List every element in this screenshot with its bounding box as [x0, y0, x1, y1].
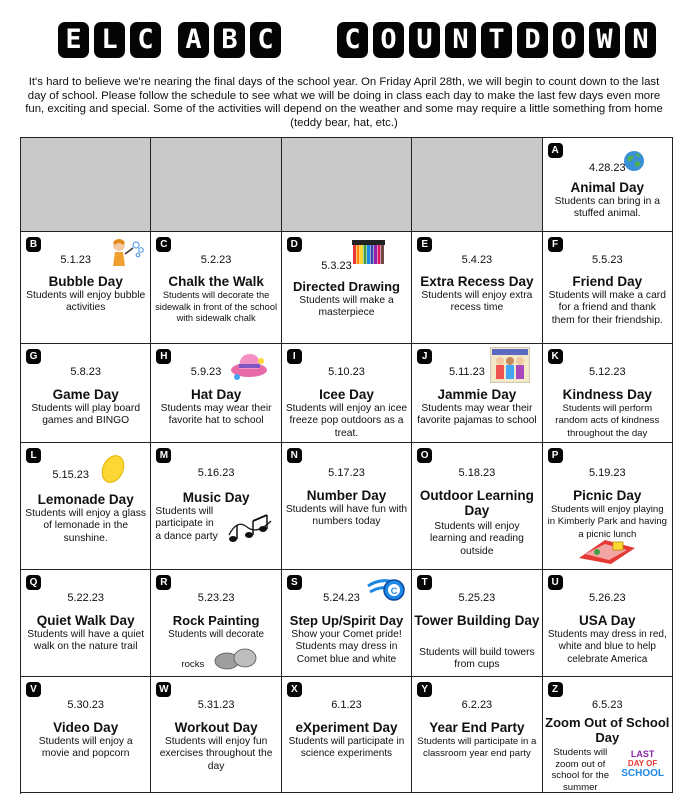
day-desc: Students will have fun with numbers today	[285, 504, 408, 528]
day-cell-b	[21, 232, 151, 344]
day-date: 5.24.23	[323, 592, 360, 604]
day-letter: U	[548, 575, 563, 590]
day-name: Animal Day	[570, 180, 645, 195]
last-day-of-school-icon: LAST DAY OF SCHOOL	[621, 749, 664, 779]
title-letter: N	[625, 22, 656, 58]
day-name: eXperiment Day	[295, 720, 398, 735]
day-cell-p	[543, 443, 673, 570]
day-desc: Students will make a masterpiece	[299, 295, 394, 319]
day-letter: A	[548, 143, 563, 158]
day-desc: Students will zoom out of school for the summer	[551, 747, 610, 793]
blank-cell	[151, 138, 281, 232]
day-name: Jammie Day	[437, 387, 517, 402]
title-letter: C	[337, 22, 368, 58]
day-name: USA Day	[579, 613, 636, 628]
day-date: 5.15.23	[52, 469, 90, 481]
day-date: 5.23.23	[197, 592, 235, 604]
day-date: 5.17.23	[328, 467, 365, 479]
day-letter: C	[156, 237, 171, 252]
day-name: Quiet Walk Day	[36, 613, 135, 628]
day-date: 5.3.23	[321, 260, 352, 272]
day-cell-f	[543, 232, 673, 344]
title-letter: T	[481, 22, 512, 58]
title-letter: O	[373, 22, 404, 58]
day-name: Lemonade Day	[37, 492, 134, 507]
svg-text:C: C	[390, 586, 398, 596]
day-name: Picnic Day	[573, 488, 642, 503]
day-cell-e	[412, 232, 542, 344]
title-letter: C	[130, 22, 161, 58]
day-desc: Students will participate in a classroom year end party	[417, 736, 537, 760]
pajama-kids-icon	[490, 347, 530, 383]
day-date: 5.30.23	[67, 699, 105, 711]
title-letter: E	[58, 22, 89, 58]
day-letter: D	[287, 237, 302, 252]
day-cell-w	[151, 677, 281, 793]
day-letter: Y	[417, 682, 432, 697]
day-name: Friend Day	[572, 274, 643, 289]
day-letter: N	[287, 448, 302, 463]
day-letter: P	[548, 448, 563, 463]
day-cell-g	[21, 344, 151, 443]
day-name: Video Day	[53, 720, 119, 735]
day-desc-extra: rocks	[181, 659, 205, 670]
day-name: Bubble Day	[48, 274, 123, 289]
day-date: 5.1.23	[60, 254, 91, 266]
day-name: Rock Painting	[172, 613, 260, 628]
day-date: 5.22.23	[67, 592, 105, 604]
title-letter: D	[517, 22, 548, 58]
day-date: 5.19.23	[588, 467, 626, 479]
music-notes-icon	[225, 509, 275, 549]
day-name: Icee Day	[319, 387, 374, 402]
day-cell-a	[543, 138, 673, 232]
day-desc: Students will participate in science experiments	[288, 736, 405, 760]
day-name: Step Up/Spirit Day	[289, 613, 404, 628]
day-cell-s	[282, 570, 412, 677]
countdown-calendar	[20, 137, 673, 794]
colored-pencils-icon	[352, 240, 386, 266]
blank-cell	[282, 138, 412, 232]
day-letter: W	[156, 682, 171, 697]
title-letter: A	[178, 22, 209, 58]
day-desc: Show your Comet pride! Students may dress in Comet blue and white	[291, 629, 402, 665]
day-cell-o	[412, 443, 542, 570]
day-cell-u	[543, 570, 673, 677]
globe-icon	[623, 150, 645, 172]
day-letter: S	[287, 575, 302, 590]
day-desc: Students will enjoy a glass of lemonade in the sunshine.	[25, 508, 147, 544]
day-date: 5.10.23	[328, 366, 365, 378]
day-desc: Students will enjoy an icee freeze pop outdoors as a treat.	[285, 403, 408, 439]
day-cell-l	[21, 443, 151, 570]
day-desc: Students will make a card for a friend and thank them for their friendship.	[548, 290, 666, 326]
day-letter: J	[417, 349, 432, 364]
blank-cell	[21, 138, 151, 232]
day-letter: M	[156, 448, 171, 463]
lemon-icon	[99, 453, 127, 485]
intro-paragraph: It's hard to believe we're nearing the final days of the school year. On Friday April 28th, we will begin to count down to the last day of school. Please follow the schedule to see what we will be doing in class each day to make the last few days even more fun, exciting and special. Some of the activities will depend on the weather and some may require a little something from home (teddy bear, hat, etc.)	[25, 76, 663, 129]
day-date: 5.31.23	[197, 699, 235, 711]
day-name: Outdoor Learning Day	[419, 488, 534, 518]
page-title	[0, 22, 687, 62]
day-desc: Students may dress in red, white and blue to help celebrate America	[547, 629, 667, 665]
day-desc: Students may wear their favorite hat to school	[160, 403, 272, 427]
day-date: 5.16.23	[197, 467, 235, 479]
day-cell-h	[151, 344, 281, 443]
day-desc: Students may wear their favorite pajamas to school	[417, 403, 537, 427]
day-desc: Students will build towers from cups	[419, 647, 535, 671]
day-date: 5.8.23	[70, 366, 101, 378]
day-cell-v	[21, 677, 151, 793]
day-date: 5.2.23	[200, 254, 232, 266]
day-cell-q	[21, 570, 151, 677]
picnic-blanket-icon	[575, 536, 639, 566]
day-letter: O	[417, 448, 432, 463]
rocks-icon	[213, 644, 259, 670]
day-date: 5.25.23	[458, 592, 496, 604]
day-cell-i	[282, 344, 412, 443]
day-letter: H	[156, 349, 171, 364]
day-cell-c	[151, 232, 281, 344]
day-letter: G	[26, 349, 41, 364]
day-desc: Students will decorate the sidewalk in front of the school with sidewalk chalk	[155, 290, 278, 323]
day-name: Year End Party	[429, 720, 525, 735]
day-name: Zoom Out of School Day	[545, 715, 670, 745]
title-letter: O	[553, 22, 584, 58]
day-date: 5.18.23	[458, 467, 496, 479]
day-name: Workout Day	[174, 720, 258, 735]
day-name: Game Day	[52, 387, 119, 402]
day-letter: X	[287, 682, 302, 697]
day-letter: F	[548, 237, 563, 252]
day-cell-n	[282, 443, 412, 570]
day-desc: Students will enjoy bubble activities	[26, 290, 146, 314]
day-letter: E	[417, 237, 432, 252]
day-letter: V	[26, 682, 41, 697]
day-name: Kindness Day	[562, 387, 652, 402]
day-date: 5.11.23	[448, 366, 485, 378]
day-cell-y	[412, 677, 542, 793]
title-letter: L	[94, 22, 125, 58]
day-desc: Students will have a quiet walk on the nature trail	[27, 629, 145, 653]
day-letter: Q	[26, 575, 41, 590]
day-desc: Students will enjoy playing in Kimberly Park and having a picnic lunch	[547, 504, 668, 540]
day-desc: Students will enjoy a movie and popcorn	[38, 736, 133, 760]
blank-cell	[412, 138, 542, 232]
day-letter: B	[26, 237, 41, 252]
day-name: Chalk the Walk	[168, 274, 264, 289]
day-cell-j	[412, 344, 542, 443]
day-cell-d	[282, 232, 412, 344]
day-name: Hat Day	[190, 387, 242, 402]
day-letter: Z	[548, 682, 563, 697]
day-letter: L	[26, 448, 41, 463]
day-desc: Students will enjoy extra recess time	[421, 290, 533, 314]
day-date: 6.1.23	[331, 699, 362, 711]
hat-icon	[229, 348, 271, 382]
day-date: 6.5.23	[591, 699, 623, 711]
title-letter: N	[445, 22, 476, 58]
day-desc: Students will enjoy fun exercises throughout the day	[159, 736, 273, 772]
day-date: 6.2.23	[461, 699, 493, 711]
day-cell-x	[282, 677, 412, 793]
day-date: 4.28.23	[588, 162, 626, 174]
day-date: 5.9.23	[190, 366, 222, 378]
day-cell-t	[412, 570, 542, 677]
bubbles-icon	[107, 236, 145, 270]
title-letter: B	[214, 22, 245, 58]
day-desc: Students will perform random acts of kindness throughout the day	[555, 403, 660, 439]
comet-logo-icon	[366, 572, 406, 606]
day-date: 5.26.23	[588, 592, 626, 604]
day-name: Directed Drawing	[293, 279, 400, 294]
day-date: 5.4.23	[461, 254, 493, 266]
title-letter: W	[589, 22, 620, 58]
day-name: Extra Recess Day	[420, 274, 534, 289]
day-cell-m	[151, 443, 281, 570]
day-desc: Students will play board games and BINGO	[31, 403, 141, 427]
day-desc: Students will participate in a dance party	[155, 506, 218, 542]
day-cell-k	[543, 344, 673, 443]
day-cell-r	[151, 570, 281, 677]
day-letter: I	[287, 349, 302, 364]
day-date: 5.5.23	[591, 254, 623, 266]
day-desc: Students will decorate	[168, 629, 265, 640]
day-letter: K	[548, 349, 563, 364]
day-cell-z	[543, 677, 673, 793]
day-letter: R	[156, 575, 171, 590]
day-name: Music Day	[182, 490, 250, 505]
day-desc: Students can bring in a stuffed animal.	[554, 196, 660, 220]
title-letter: U	[409, 22, 440, 58]
day-name: Tower Building Day	[414, 613, 540, 628]
day-letter: T	[417, 575, 432, 590]
title-letter: C	[250, 22, 281, 58]
day-name: Number Day	[306, 488, 387, 503]
day-date: 5.12.23	[588, 366, 626, 378]
day-desc: Students will enjoy learning and reading outside	[429, 521, 524, 557]
